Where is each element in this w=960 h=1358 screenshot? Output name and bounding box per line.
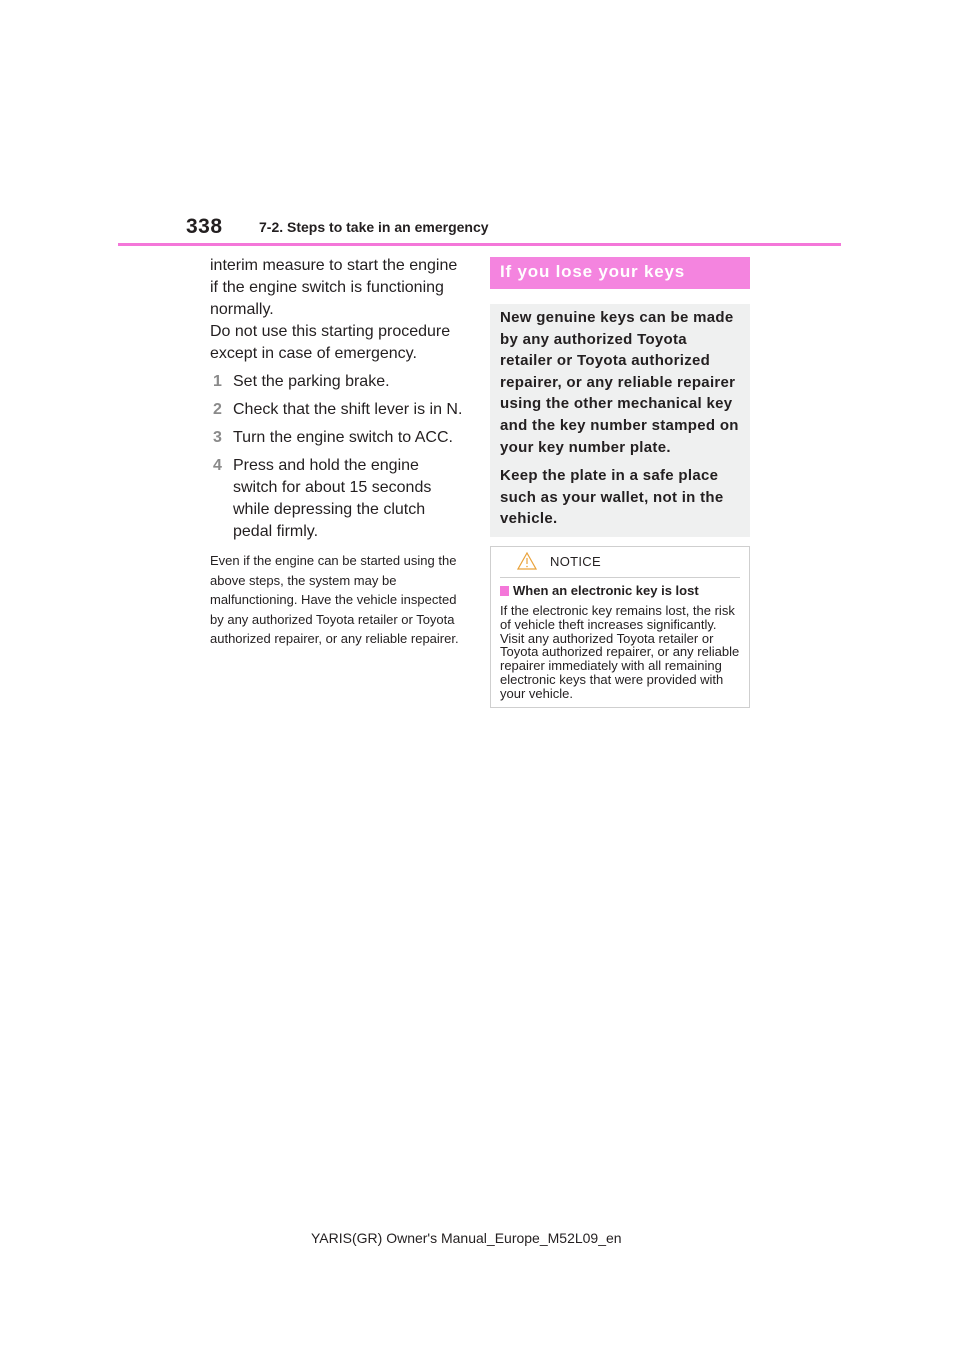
step-text: Press and hold the engine switch for about 15 seconds while depressing the clutch pedal firmly.: [233, 457, 432, 540]
intro-line: if the engine switch is functioning: [210, 279, 444, 296]
info-box: [490, 304, 750, 537]
step-text: Turn the engine switch to ACC.: [233, 429, 453, 446]
section-title: 7-2. Steps to take in an emergency: [259, 219, 489, 235]
step-text: Set the parking brake.: [233, 373, 390, 390]
step-number: 3: [213, 429, 222, 446]
step-item: [210, 427, 470, 449]
notice-subtitle: [500, 582, 740, 600]
step-item: [210, 399, 470, 421]
info-paragraph: Keep the plate in a safe place such as your wallet, not in the vehicle.: [500, 467, 724, 528]
intro-text: [210, 255, 470, 365]
step-number: 2: [213, 401, 222, 418]
info-paragraph: New genuine keys can be made by any authorized Toyota retailer or Toyota authorized repairer, or any reliable repairer using the other mechanical key and the key number stamped on your key number plate.: [500, 309, 739, 456]
caution-note: Even if the engine can be started using the above steps, the system may be malfunctioning. Have the vehicle inspected by any authorized Toyota retailer or Toyota authorized repairer, or any reliable repairer.: [210, 553, 459, 646]
step-number: 1: [213, 373, 222, 390]
warning-triangle-icon: [517, 552, 537, 570]
procedure-steps: [210, 371, 470, 543]
notice-box: [490, 546, 750, 708]
notice-subtitle-text: When an electronic key is lost: [513, 582, 699, 598]
notice-header: [500, 547, 740, 578]
right-column: [490, 257, 750, 708]
page-number: 338: [186, 215, 223, 238]
step-item: [210, 371, 470, 393]
intro-line: interim measure to start the engine: [210, 257, 458, 274]
notice-body: If the electronic key remains lost, the risk of vehicle theft increases significantly. Visit any authorized Toyota retailer or Toyota authorized repairer, or any reliable repairer immediately with all remaining electronic keys that were provided with your vehicle.: [500, 602, 740, 701]
intro-line: normally.: [210, 301, 274, 318]
step-item: [210, 455, 448, 543]
step-number: 4: [213, 457, 222, 474]
notice-label: NOTICE: [550, 553, 601, 569]
footer-text: YARIS(GR) Owner's Manual_Europe_M52L09_en: [311, 1230, 622, 1246]
section-heading: If you lose your keys: [490, 257, 750, 289]
intro-line: except in case of emergency.: [210, 345, 417, 362]
header-divider: [118, 243, 841, 246]
intro-line: Do not use this starting procedure: [210, 323, 451, 340]
left-column: [210, 255, 470, 649]
square-bullet-icon: [500, 586, 509, 596]
step-text: Check that the shift lever is in N.: [233, 401, 463, 418]
